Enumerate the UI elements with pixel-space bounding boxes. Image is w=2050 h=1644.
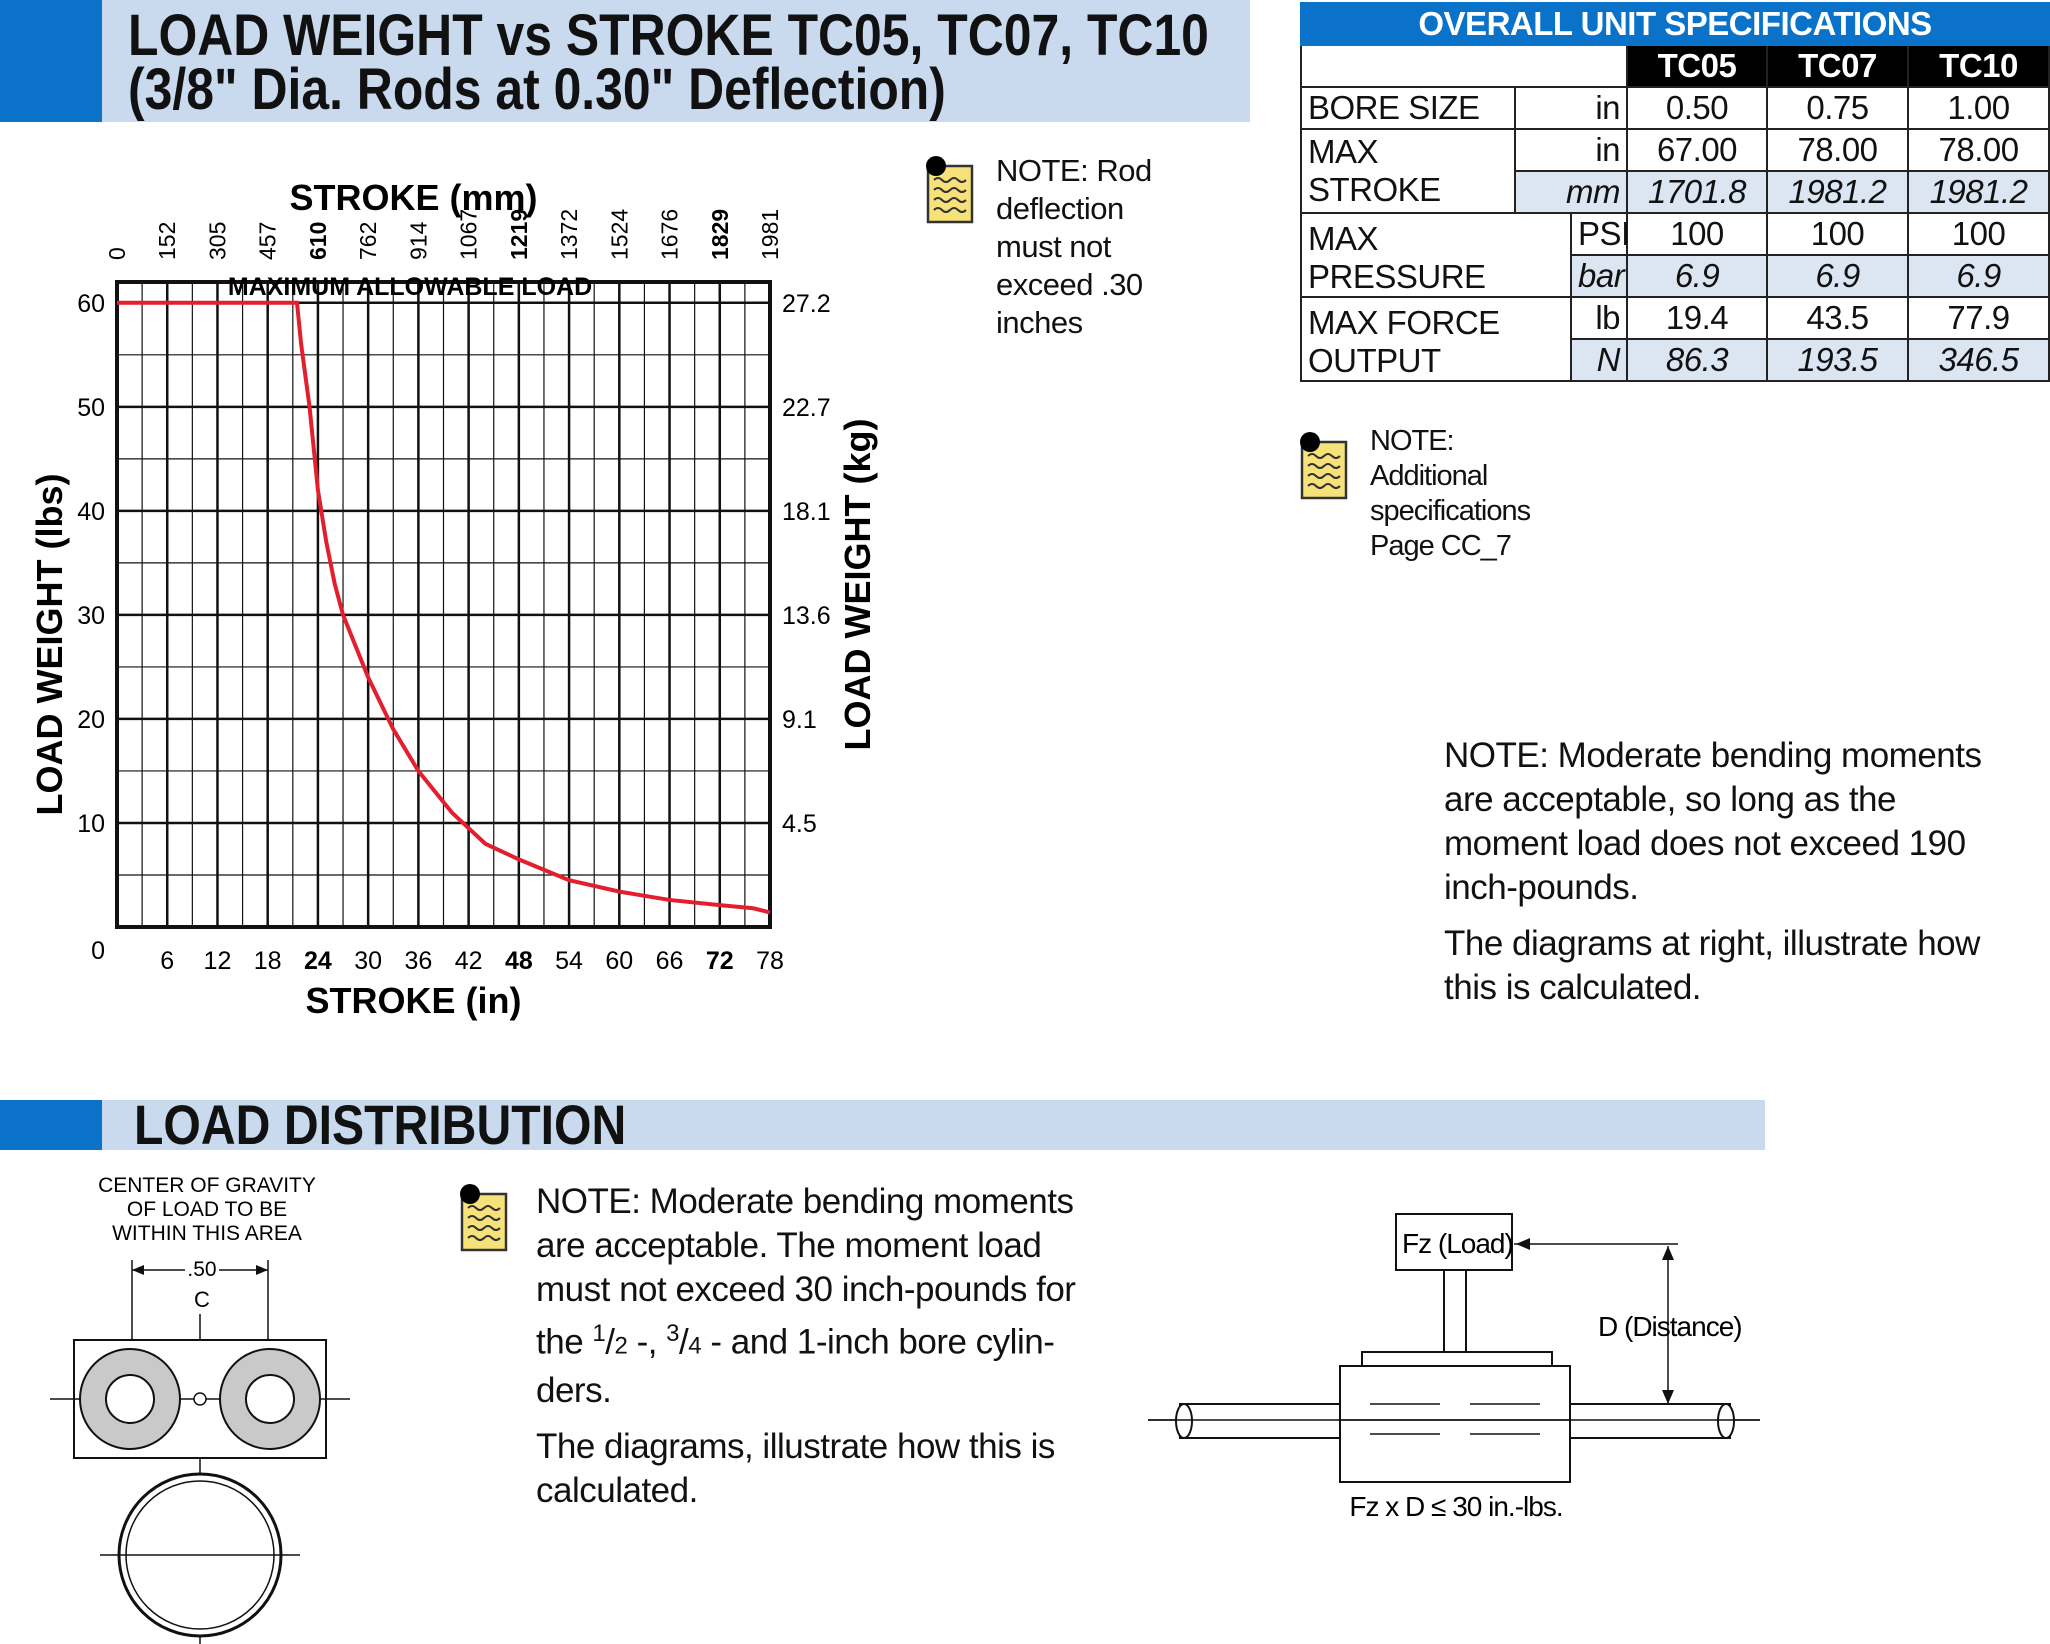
x-tick-label: 72 <box>705 947 734 975</box>
note30-line3: must not exceed 30 inch-pounds for <box>536 1270 1076 1309</box>
y-tick-label: 50 <box>77 393 105 422</box>
x2-tick-label: 1372 <box>556 208 583 260</box>
x2-axis-label: STROKE (mm) <box>289 177 538 218</box>
center-of-gravity-diagram <box>40 1164 420 1644</box>
note30-sep: -, <box>627 1322 667 1362</box>
x-tick-label: 60 <box>605 947 634 975</box>
y2-tick-label: 27.2 <box>782 289 831 318</box>
fz-load-label: Fz (Load) <box>1402 1228 1513 1259</box>
cg-text-3: WITHIN THIS AREA <box>112 1222 302 1245</box>
note30-line5: ders. <box>536 1370 612 1410</box>
stroke-mm-tc05: 1701.8 <box>1627 171 1767 213</box>
x-tick-label: 78 <box>756 947 784 975</box>
centerline-symbol: C <box>194 1287 210 1312</box>
note-moderate-bending-30 <box>536 1180 1096 1513</box>
x-tick-label: 6 <box>160 947 175 975</box>
note30-line2: are acceptable. The moment load <box>536 1226 1042 1265</box>
y2-axis-label: LOAD WEIGHT (kg) <box>837 418 878 751</box>
bore-label: BORE SIZE <box>1301 87 1515 129</box>
x-tick-label: 48 <box>504 947 533 975</box>
force-label-2: OUTPUT <box>1308 342 1441 379</box>
frac-half-slash: / <box>605 1322 615 1362</box>
pressure-psi-tc07: 100 <box>1767 213 1908 255</box>
y2-tick-label: 22.7 <box>782 393 831 422</box>
pressure-bar-tc10: 6.9 <box>1908 255 2049 297</box>
force-n-tc05: 86.3 <box>1627 339 1767 381</box>
y2-tick-label: 18.1 <box>782 497 831 526</box>
force-unit-lb: lb <box>1571 297 1627 339</box>
force-label <box>1301 297 1571 381</box>
stroke-mm-tc10: 1981.2 <box>1908 171 2049 213</box>
bore-unit: in <box>1515 87 1627 129</box>
x-tick-label: 12 <box>203 947 232 975</box>
x-tick-label: 24 <box>304 947 332 975</box>
stroke-in-tc05: 67.00 <box>1627 129 1767 171</box>
note-pad-icon <box>922 156 978 226</box>
frac-half-num: 1 <box>592 1320 606 1347</box>
bore-tc10: 1.00 <box>1908 87 2049 129</box>
stroke-label: MAX STROKE <box>1301 129 1515 213</box>
stroke-in-tc10: 78.00 <box>1908 129 2049 171</box>
force-lb-tc05: 19.4 <box>1627 297 1767 339</box>
load-accent-bar <box>0 1100 102 1150</box>
stroke-unit-mm: mm <box>1515 171 1627 213</box>
y-tick-label: 0 <box>91 937 105 965</box>
stroke-unit-in: in <box>1515 129 1627 171</box>
x2-tick-label: 1676 <box>656 208 683 260</box>
note30-rest: - and 1-inch bore cylin- <box>701 1322 1055 1362</box>
bore-tc05: 0.50 <box>1627 87 1767 129</box>
pressure-bar-tc05: 6.9 <box>1627 255 1767 297</box>
cg-text-2: OF LOAD TO BE <box>126 1198 288 1221</box>
x2-tick-label: 1219 <box>505 208 532 260</box>
spec-header-blank <box>1301 45 1627 87</box>
force-unit-n: N <box>1571 339 1627 381</box>
cg-text-1: CENTER OF GRAVITY <box>98 1174 316 1197</box>
force-label-1: MAX FORCE <box>1308 304 1500 341</box>
force-n-tc10: 346.5 <box>1908 339 2049 381</box>
pressure-label-1: MAX <box>1308 220 1379 257</box>
note30-line1: NOTE: Moderate bending moments <box>536 1182 1074 1221</box>
bore-tc07: 0.75 <box>1767 87 1908 129</box>
formula-label: Fz x D ≤ 30 in.-lbs. <box>1349 1491 1563 1522</box>
distance-label: D (Distance) <box>1598 1311 1742 1342</box>
y-tick-label: 30 <box>77 601 105 630</box>
y-tick-label: 40 <box>77 497 105 526</box>
note-pad-icon <box>1296 432 1352 502</box>
model-tc10: TC10 <box>1908 45 2049 87</box>
y2-tick-label: 9.1 <box>782 705 817 734</box>
x-tick-label: 36 <box>404 947 433 975</box>
x2-tick-label: 457 <box>254 221 281 260</box>
pressure-bar-tc07: 6.9 <box>1767 255 1908 297</box>
load-weight-chart <box>0 160 900 1021</box>
load-distribution-title: LOAD DISTRIBUTION <box>134 1093 627 1156</box>
frac-half-den: 2 <box>614 1332 628 1360</box>
note30-p2-line1: The diagrams, illustrate how this is <box>536 1426 1055 1466</box>
note-pad-icon <box>456 1184 512 1254</box>
x-axis-label: STROKE (in) <box>305 980 522 1021</box>
y-tick-label: 20 <box>77 705 105 734</box>
chart-title: MAXIMUM ALLOWABLE LOAD <box>227 272 593 301</box>
dimension-label: .50 <box>187 1258 217 1281</box>
model-tc05: TC05 <box>1627 45 1767 87</box>
x2-tick-label: 1829 <box>706 208 733 260</box>
force-n-tc07: 193.5 <box>1767 339 1908 381</box>
x2-tick-label: 1067 <box>455 208 482 260</box>
x-tick-label: 66 <box>655 947 684 975</box>
moment-load-diagram <box>1140 1200 1780 1560</box>
title-accent-bar <box>0 0 102 122</box>
force-lb-tc07: 43.5 <box>1767 297 1908 339</box>
chart-title-line2: (3/8" Dia. Rods at 0.30" Deflection) <box>128 57 946 122</box>
x2-tick-label: 914 <box>405 221 432 260</box>
pressure-label-2: PRESSURE <box>1308 258 1486 295</box>
y-tick-labels <box>77 290 105 838</box>
y2-tick-labels <box>782 290 831 838</box>
pressure-psi-tc05: 100 <box>1627 213 1767 255</box>
note30-line4 <box>536 1312 1096 1369</box>
note-moderate-p1: NOTE: Moderate bending moments are acceptable, so long as the moment load does not exceed 190 inch-pounds. <box>1444 736 1982 907</box>
force-lb-tc10: 77.9 <box>1908 297 2049 339</box>
y-axis-label: LOAD WEIGHT (lbs) <box>29 473 70 816</box>
pressure-unit-bar: bar <box>1571 255 1627 297</box>
chart-grid <box>117 282 770 927</box>
x2-tick-label: 1524 <box>606 208 633 260</box>
note-moderate-bending-190 <box>1444 734 1984 1010</box>
x-tick-label: 30 <box>354 947 383 975</box>
y2-tick-label: 13.6 <box>782 601 831 630</box>
x-tick-labels <box>91 937 784 975</box>
y2-tick-label: 4.5 <box>782 809 817 838</box>
frac-three-quarter-slash: / <box>679 1322 689 1362</box>
spec-table-title: OVERALL UNIT SPECIFICATIONS <box>1301 3 2049 45</box>
note30-p2-line2: calculated. <box>536 1470 698 1510</box>
note-rod-deflection: NOTE: Rod deflection must not exceed .30 inches <box>996 153 1152 340</box>
frac-three-quarter-num: 3 <box>666 1320 680 1347</box>
model-tc07: TC07 <box>1767 45 1908 87</box>
x-tick-label: 18 <box>253 947 282 975</box>
x-tick-label: 54 <box>555 947 583 975</box>
pressure-label <box>1301 213 1571 297</box>
note-moderate-p2: The diagrams at right, illustrate how this is calculated. <box>1444 924 1980 1007</box>
x-tick-label: 42 <box>454 947 483 975</box>
pressure-unit-psi: PSI <box>1571 213 1627 255</box>
x2-tick-label: 1981 <box>757 208 783 260</box>
x2-tick-label: 152 <box>154 221 181 260</box>
x2-tick-label: 762 <box>355 221 382 260</box>
stroke-in-tc07: 78.00 <box>1767 129 1908 171</box>
pressure-psi-tc10: 100 <box>1908 213 2049 255</box>
x2-tick-label: 0 <box>104 247 130 260</box>
stroke-mm-tc07: 1981.2 <box>1767 171 1908 213</box>
y-tick-label: 60 <box>77 289 105 318</box>
x2-tick-label: 305 <box>204 221 231 260</box>
y-tick-label: 10 <box>77 809 105 838</box>
chart-title-line1: LOAD WEIGHT vs STROKE TC05, TC07, TC10 <box>128 3 1209 68</box>
overall-unit-specifications-table <box>1300 2 2050 382</box>
frac-three-quarter-den: 4 <box>688 1332 702 1360</box>
x2-tick-label: 610 <box>304 221 331 260</box>
note-additional-specs: NOTE: Additional specifications Page CC_7 <box>1370 425 1531 562</box>
note30-the: the <box>536 1322 593 1362</box>
